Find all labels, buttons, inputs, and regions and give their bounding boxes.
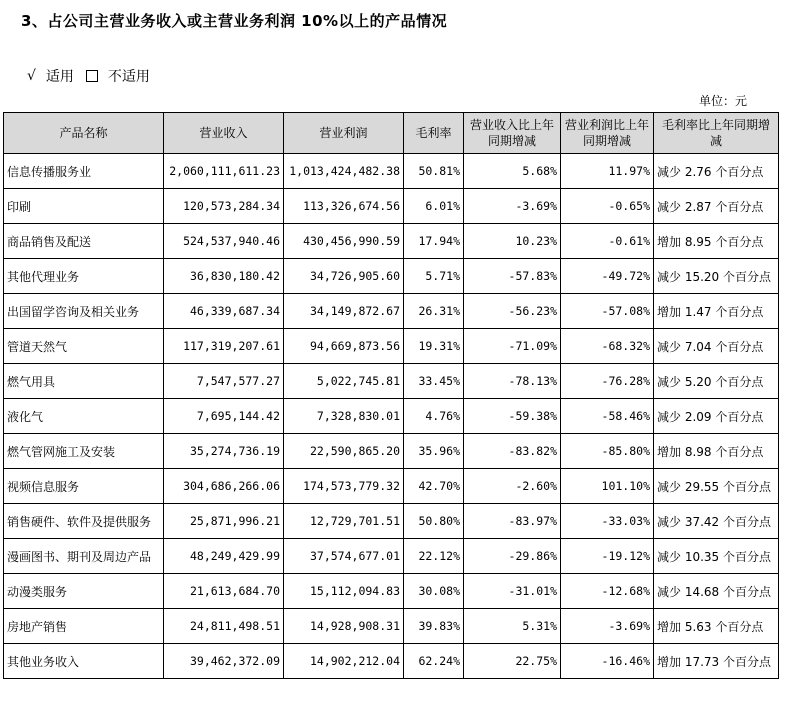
revenue-yoy-cell: 5.68%: [464, 154, 561, 189]
table-row: [4, 189, 779, 224]
margin-yoy-cell: 减少 29.55 个百分点: [654, 469, 779, 504]
gross-margin-cell: 17.94%: [404, 224, 464, 259]
revenue-yoy-cell: -2.60%: [464, 469, 561, 504]
revenue-yoy-cell: -31.01%: [464, 574, 561, 609]
table-row: [4, 644, 779, 679]
revenue-cell: 7,695,144.42: [164, 399, 284, 434]
profit-yoy-cell: -16.46%: [561, 644, 654, 679]
header-revenue-yoy: 营业收入比上年同期增减: [464, 113, 561, 154]
product-name-cell: 视频信息服务: [4, 469, 164, 504]
table-row: [4, 259, 779, 294]
product-name-cell: 其他业务收入: [4, 644, 164, 679]
product-table: [3, 112, 779, 679]
profit-cell: 174,573,779.32: [284, 469, 404, 504]
revenue-cell: 7,547,577.27: [164, 364, 284, 399]
revenue-cell: 39,462,372.09: [164, 644, 284, 679]
revenue-cell: 25,871,996.21: [164, 504, 284, 539]
margin-yoy-cell: 减少 37.42 个百分点: [654, 504, 779, 539]
header-revenue: 营业收入: [164, 113, 284, 154]
margin-yoy-cell: 增加 1.47 个百分点: [654, 294, 779, 329]
profit-cell: 34,149,872.67: [284, 294, 404, 329]
profit-yoy-cell: -68.32%: [561, 329, 654, 364]
header-profit: 营业利润: [284, 113, 404, 154]
revenue-yoy-cell: -29.86%: [464, 539, 561, 574]
margin-yoy-cell: 减少 14.68 个百分点: [654, 574, 779, 609]
revenue-yoy-cell: -83.82%: [464, 434, 561, 469]
product-name-cell: 漫画图书、期刊及周边产品: [4, 539, 164, 574]
profit-cell: 5,022,745.81: [284, 364, 404, 399]
profit-yoy-cell: -76.28%: [561, 364, 654, 399]
gross-margin-cell: 39.83%: [404, 609, 464, 644]
margin-yoy-cell: 减少 10.35 个百分点: [654, 539, 779, 574]
table-row: [4, 539, 779, 574]
revenue-yoy-cell: -3.69%: [464, 189, 561, 224]
unit-label: 单位：元: [698, 94, 747, 108]
empty-checkbox-icon: [86, 70, 98, 82]
product-name-cell: 燃气管网施工及安装: [4, 434, 164, 469]
profit-yoy-cell: 101.10%: [561, 469, 654, 504]
product-name-cell: 液化气: [4, 399, 164, 434]
profit-yoy-cell: -3.69%: [561, 609, 654, 644]
gross-margin-cell: 4.76%: [404, 399, 464, 434]
margin-yoy-cell: 减少 7.04 个百分点: [654, 329, 779, 364]
margin-yoy-cell: 增加 8.98 个百分点: [654, 434, 779, 469]
margin-yoy-cell: 减少 2.76 个百分点: [654, 154, 779, 189]
margin-yoy-cell: 增加 17.73 个百分点: [654, 644, 779, 679]
revenue-yoy-cell: -57.83%: [464, 259, 561, 294]
profit-cell: 94,669,873.56: [284, 329, 404, 364]
product-name-cell: 出国留学咨询及相关业务: [4, 294, 164, 329]
table-header-row: [4, 113, 779, 154]
profit-yoy-cell: -58.46%: [561, 399, 654, 434]
margin-yoy-cell: 增加 5.63 个百分点: [654, 609, 779, 644]
profit-cell: 430,456,990.59: [284, 224, 404, 259]
table-row: [4, 574, 779, 609]
profit-cell: 1,013,424,482.38: [284, 154, 404, 189]
margin-yoy-cell: 减少 2.09 个百分点: [654, 399, 779, 434]
gross-margin-cell: 26.31%: [404, 294, 464, 329]
revenue-yoy-cell: -71.09%: [464, 329, 561, 364]
gross-margin-cell: 22.12%: [404, 539, 464, 574]
profit-cell: 14,928,908.31: [284, 609, 404, 644]
gross-margin-cell: 50.80%: [404, 504, 464, 539]
profit-cell: 7,328,830.01: [284, 399, 404, 434]
revenue-cell: 524,537,940.46: [164, 224, 284, 259]
header-margin-yoy: 毛利率比上年同期增减: [654, 113, 779, 154]
product-name-cell: 管道天然气: [4, 329, 164, 364]
margin-yoy-cell: 减少 5.20 个百分点: [654, 364, 779, 399]
table-row: [4, 504, 779, 539]
header-gross-margin: 毛利率: [404, 113, 464, 154]
profit-cell: 15,112,094.83: [284, 574, 404, 609]
profit-yoy-cell: -19.12%: [561, 539, 654, 574]
revenue-yoy-cell: 5.31%: [464, 609, 561, 644]
margin-yoy-cell: 减少 2.87 个百分点: [654, 189, 779, 224]
revenue-yoy-cell: 22.75%: [464, 644, 561, 679]
table-row: [4, 364, 779, 399]
table-row: [4, 434, 779, 469]
margin-yoy-cell: 减少 15.20 个百分点: [654, 259, 779, 294]
profit-yoy-cell: 11.97%: [561, 154, 654, 189]
revenue-yoy-cell: -78.13%: [464, 364, 561, 399]
profit-cell: 12,729,701.51: [284, 504, 404, 539]
header-profit-yoy: 营业利润比上年同期增减: [561, 113, 654, 154]
table-row: [4, 294, 779, 329]
profit-yoy-cell: -0.61%: [561, 224, 654, 259]
product-name-cell: 印刷: [4, 189, 164, 224]
product-name-cell: 销售硬件、软件及提供服务: [4, 504, 164, 539]
profit-yoy-cell: -49.72%: [561, 259, 654, 294]
table-row: [4, 154, 779, 189]
profit-yoy-cell: -0.65%: [561, 189, 654, 224]
profit-cell: 113,326,674.56: [284, 189, 404, 224]
gross-margin-cell: 6.01%: [404, 189, 464, 224]
revenue-cell: 24,811,498.51: [164, 609, 284, 644]
revenue-yoy-cell: -56.23%: [464, 294, 561, 329]
revenue-cell: 117,319,207.61: [164, 329, 284, 364]
revenue-yoy-cell: -59.38%: [464, 399, 561, 434]
gross-margin-cell: 35.96%: [404, 434, 464, 469]
revenue-cell: 120,573,284.34: [164, 189, 284, 224]
gross-margin-cell: 62.24%: [404, 644, 464, 679]
check-mark-icon: √: [27, 68, 36, 84]
gross-margin-cell: 33.45%: [404, 364, 464, 399]
profit-yoy-cell: -57.08%: [561, 294, 654, 329]
not-applicable-label: 不适用: [107, 69, 150, 85]
gross-margin-cell: 5.71%: [404, 259, 464, 294]
product-name-cell: 信息传播服务业: [4, 154, 164, 189]
gross-margin-cell: 42.70%: [404, 469, 464, 504]
profit-yoy-cell: -85.80%: [561, 434, 654, 469]
revenue-cell: 48,249,429.99: [164, 539, 284, 574]
table-body: [4, 154, 779, 679]
profit-cell: 14,902,212.04: [284, 644, 404, 679]
applicability-options: [27, 66, 162, 86]
table-row: [4, 224, 779, 259]
product-name-cell: 动漫类服务: [4, 574, 164, 609]
product-name-cell: 燃气用具: [4, 364, 164, 399]
revenue-yoy-cell: 10.23%: [464, 224, 561, 259]
profit-yoy-cell: -12.68%: [561, 574, 654, 609]
revenue-cell: 46,339,687.34: [164, 294, 284, 329]
gross-margin-cell: 50.81%: [404, 154, 464, 189]
revenue-cell: 304,686,266.06: [164, 469, 284, 504]
revenue-cell: 21,613,684.70: [164, 574, 284, 609]
profit-cell: 37,574,677.01: [284, 539, 404, 574]
table-row: [4, 469, 779, 504]
gross-margin-cell: 19.31%: [404, 329, 464, 364]
profit-yoy-cell: -33.03%: [561, 504, 654, 539]
profit-cell: 34,726,905.60: [284, 259, 404, 294]
product-name-cell: 其他代理业务: [4, 259, 164, 294]
table-row: [4, 329, 779, 364]
revenue-yoy-cell: -83.97%: [464, 504, 561, 539]
margin-yoy-cell: 增加 8.95 个百分点: [654, 224, 779, 259]
section-heading: 3、占公司主营业务收入或主营业务利润 10%以上的产品情况: [21, 12, 448, 30]
table-row: [4, 399, 779, 434]
profit-cell: 22,590,865.20: [284, 434, 404, 469]
revenue-cell: 35,274,736.19: [164, 434, 284, 469]
revenue-cell: 36,830,180.42: [164, 259, 284, 294]
product-name-cell: 商品销售及配送: [4, 224, 164, 259]
revenue-cell: 2,060,111,611.23: [164, 154, 284, 189]
gross-margin-cell: 30.08%: [404, 574, 464, 609]
header-product-name: 产品名称: [4, 113, 164, 154]
product-name-cell: 房地产销售: [4, 609, 164, 644]
table-row: [4, 609, 779, 644]
applicable-label: 适用: [45, 69, 74, 85]
